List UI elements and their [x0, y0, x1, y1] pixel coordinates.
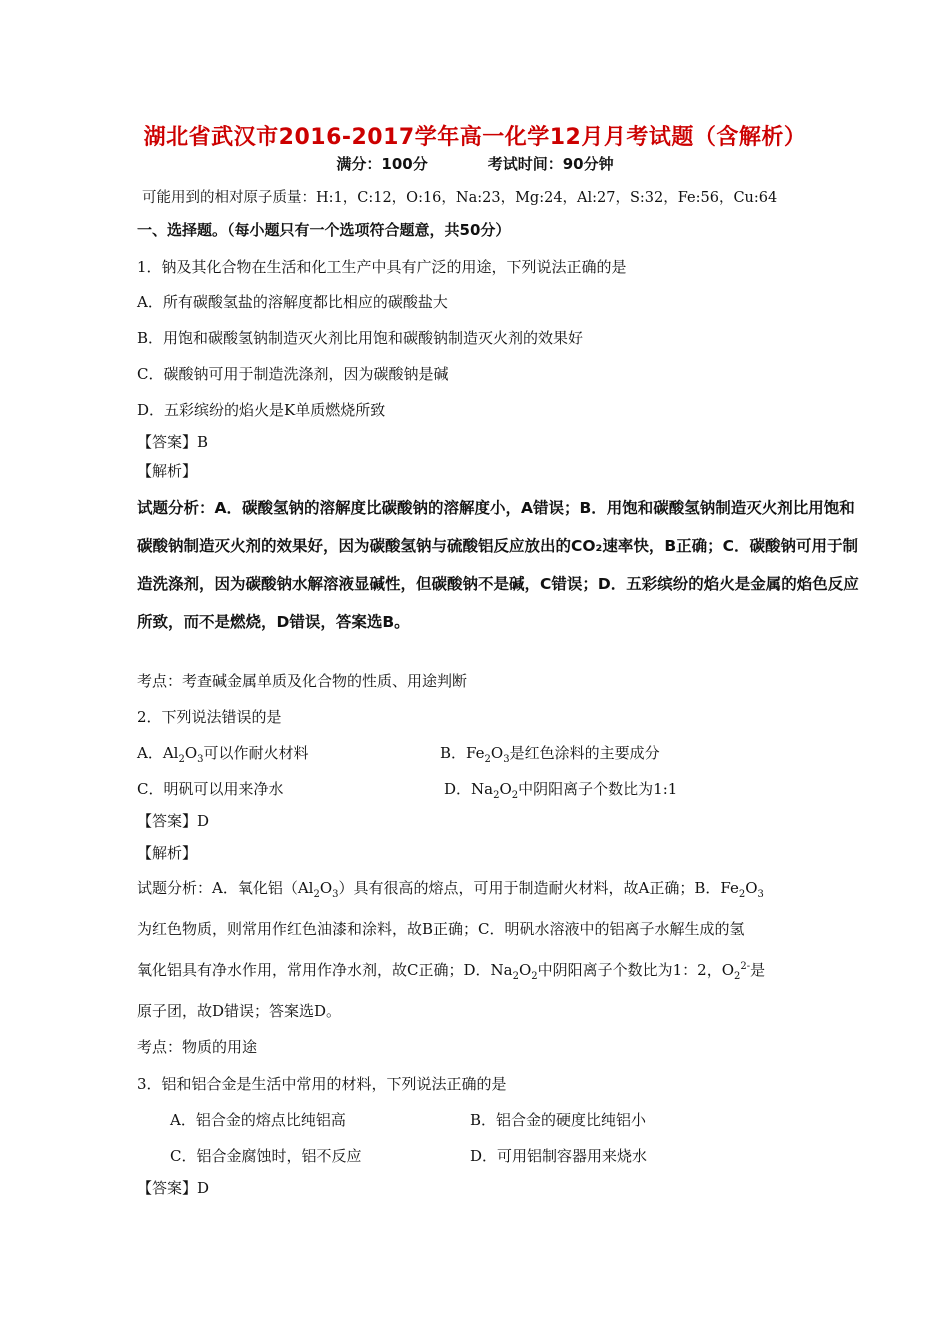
q1-answer: 【答案】B — [137, 433, 209, 451]
q1-analysis-line: 碳酸钠制造灭火剂的效果好，因为碳酸氢钠与硫酸铝反应放出的CO₂速率快，B正确；C．碳酸钠可用于制 — [137, 537, 859, 555]
q2-option-d: D．$Na_2O_2$中阴阳离子个数比为1:1 — [444, 780, 678, 801]
time-label: 考试时间：90分钟 — [487, 155, 614, 173]
q3-option-a: A．铝合金的熔点比纯铝高 — [170, 1111, 346, 1129]
page-title: 湖北省武汉市2016-2017学年高一化学12月月考试题（含解析） — [143, 125, 807, 150]
q2-option-a: A．$Al_2O_3$可以作耐火材料 — [137, 744, 309, 765]
q3-option-b: B．铝合金的硬度比纯铝小 — [470, 1111, 647, 1129]
q1-option-d: D．五彩缤纷的焰火是K单质燃烧所致 — [137, 401, 386, 419]
q2-analysis-line: 为红色物质，则常用作红色油漆和涂料，故B正确；C．明矾水溶液中的铝离子水解生成的氢 — [137, 920, 745, 938]
score-label: 满分：100分 — [336, 155, 428, 173]
q2-analysis-line: 试题分析：A．氧化铝$(Al_2O_3)$具有很高的熔点，可用于制造耐火材料，故A正确；B．$Fe_2O_3$ — [137, 879, 764, 900]
q1-option-b: B．用饱和碳酸氢钠制造灭火剂比用饱和碳酸钠制造灭火剂的效果好 — [137, 329, 584, 347]
q2-analysis-line: 原子团，故D错误；答案选D。 — [137, 1002, 342, 1020]
section-heading: 一、选择题。（每小题只有一个选项符合题意，共50分） — [137, 221, 511, 239]
q1-point: 考点：考查碱金属单质及化合物的性质、用途判断 — [137, 672, 468, 690]
q1-analysis-line: 造洗涤剂，因为碳酸钠水解溶液显碱性，但碳酸钠不是碱，C错误；D．五彩缤纷的焰火是金属的焰色反应 — [137, 575, 859, 593]
q2-option-b: B．$Fe_2O_3$是红色涂料的主要成分 — [440, 744, 660, 765]
q1-stem: 1．钠及其化合物在生活和化工生产中具有广泛的用途，下列说法正确的是 — [137, 258, 627, 276]
q1-analysis-line: 所致，而不是燃烧，D错误，答案选B。 — [137, 613, 410, 631]
q3-option-d: D．可用铝制容器用来烧水 — [470, 1147, 648, 1165]
q2-stem: 2．下列说法错误的是 — [137, 708, 282, 726]
q2-analysis-tag: 【解析】 — [137, 844, 198, 862]
q1-analysis-tag: 【解析】 — [137, 462, 198, 480]
q1-option-a: A．所有碳酸氢盐的溶解度都比相应的碳酸盐大 — [137, 293, 448, 311]
q2-answer: 【答案】D — [137, 812, 210, 830]
q2-point: 考点：物质的用途 — [137, 1038, 258, 1056]
q1-analysis-line: 试题分析：A．碳酸氢钠的溶解度比碳酸钠的溶解度小，A错误；B．用饱和碳酸氢钠制造灭火剂比用饱和 — [137, 499, 855, 517]
atomic-masses: 可能用到的相对原子质量：H:1，C:12，O:16，Na:23，Mg:24，Al:27，S:32，Fe:56，Cu:64 — [142, 190, 778, 206]
q3-stem: 3．铝和铝合金是生活中常用的材料，下列说法正确的是 — [137, 1075, 507, 1093]
q3-option-c: C．铝合金腐蚀时，铝不反应 — [170, 1147, 362, 1165]
exam-info — [0, 153, 950, 174]
q3-answer: 【答案】D — [137, 1179, 210, 1197]
q2-analysis-line: 氧化铝具有净水作用，常用作净水剂，故C正确；D．$Na_2O_2$中阴阳离子个数比为1：2，$O_2^{2-}$是 — [137, 961, 766, 982]
q2-option-c: C．明矾可以用来净水 — [137, 780, 284, 798]
q1-option-c: C．碳酸钠可用于制造洗涤剂，因为碳酸钠是碱 — [137, 365, 449, 383]
q1-analysis — [137, 489, 912, 641]
